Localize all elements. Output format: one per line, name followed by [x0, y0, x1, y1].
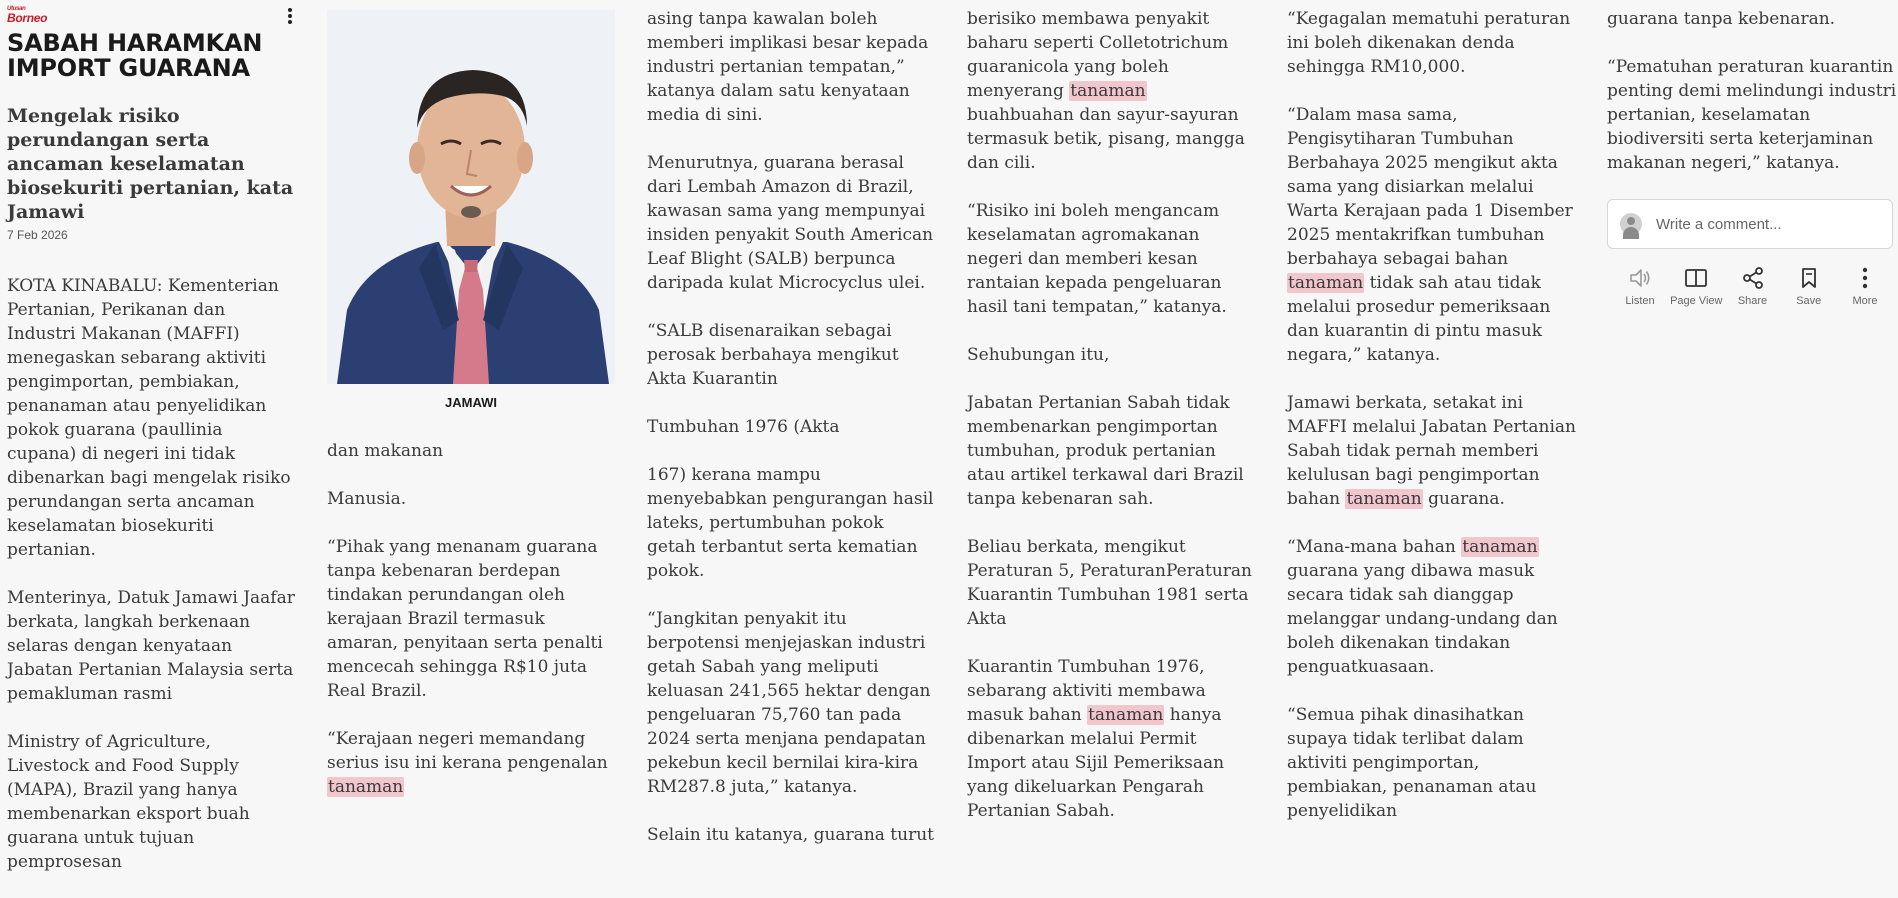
more-vertical-icon [1852, 265, 1878, 291]
article-toolbar [1607, 265, 1898, 315]
share-label: Share [1737, 295, 1768, 307]
search-highlight: tanaman [1346, 489, 1422, 509]
article-paragraph: “Dalam masa sama, Pengisytiharan Tumbuhan Berbahaya 2025 mengikut akta sama yang disiarkan melalui Warta Kerajaan pada 1 Disember 2025 mentakrifkan tumbuhan berbahaya sebagai bahan tanaman tidak sah atau tidak melalui prosedur pemeriksaan dan kuarantin di pintu masuk negara,” katanya. [1287, 105, 1573, 365]
article-paragraph: Menterinya, Datuk Jamawi Jaafar berkata, langkah berkenaan selaras dengan kenyataan Jabatan Pertanian Malaysia serta pemakluman rasmi [7, 588, 295, 704]
article-column-4 [967, 0, 1257, 821]
article-paragraph: Menurutnya, guarana berasal dari Lembah Amazon di Brazil, kawasan sama yang mempunyai insiden penyakit South American Leaf Blight (SALB) berpunca daripada kulat Microcyclus ulei. [647, 153, 934, 293]
article-paragraph: “Jangkitan penyakit itu berpotensi menjejaskan industri getah Sabah yang meliputi keluasan 241,565 hektar dengan pengeluaran 75,760 tan pada 2024 serta menjana pendapatan pekebun kecil bernilai kira-kira RM287.8 juta,” katanya. [647, 609, 931, 797]
article-paragraph: “Pematuhan peraturan kuarantin penting demi melindungi industri pertanian, keselamatan biodiversiti serta keterjaminan makanan negeri,” katanya. [1607, 57, 1897, 173]
article-paragraph: Sehubungan itu, [967, 345, 1110, 365]
article-paragraph: “Kerajaan negeri memandang serius isu ini kerana pengenalan tanaman [327, 729, 608, 797]
search-highlight: tanaman [1070, 81, 1146, 101]
article-paragraph: guarana tanpa kebenaran. [1607, 9, 1836, 29]
page-view-label: Page View [1670, 295, 1723, 307]
article-column-3 [647, 0, 937, 845]
listen-label: Listen [1625, 295, 1655, 307]
article-paragraph: “Semua pihak dinasihatkan supaya tidak terlibat dalam aktiviti pengimportan, pembiakan, penanaman atau penyelidikan [1287, 705, 1537, 821]
search-highlight: tanaman [1462, 537, 1538, 557]
search-highlight: tanaman [1088, 705, 1164, 725]
article-paragraph: Selain itu katanya, guarana turut [647, 825, 934, 845]
article-paragraph: Manusia. [327, 489, 407, 509]
more-button[interactable] [1840, 265, 1890, 315]
article-paragraph: asing tanpa kawalan boleh memberi implikasi besar kepada industri pertanian tempatan,” katanya dalam satu kenyataan media di sini. [647, 9, 929, 125]
article-photo [327, 10, 615, 384]
more-label: More [1852, 295, 1878, 307]
bookmark-icon [1796, 265, 1822, 291]
article-column-2 [327, 439, 615, 823]
article-paragraph: KOTA KINABALU: Kementerian Pertanian, Perikanan dan Industri Makanan (MAFFI) menegaskan sebarang aktiviti pengimportan, pembiakan, penanaman atau penyelidikan pokok guarana (paullinia cupana) di negeri ini tidak dibenarkan bagi mengelak risiko perundangan serta ancaman keselamatan biosekuriti pertanian. [7, 276, 291, 560]
article-subhead: Mengelak risiko perundangan serta ancaman keselamatan biosekuriti pertanian, kata Jamawi [7, 105, 294, 223]
comment-box[interactable] [1607, 199, 1893, 249]
article-column-5 [1287, 0, 1577, 821]
book-open-icon [1683, 265, 1709, 291]
article-headline: SABAH HARAMKAN IMPORT GUARANA [7, 29, 263, 82]
article-column-1 [7, 274, 297, 898]
article-paragraph: dan makanan [327, 441, 444, 461]
logo-main-text: Borneo [7, 11, 48, 25]
search-highlight: tanaman [328, 777, 404, 797]
more-options-icon[interactable] [282, 6, 298, 26]
article-column-6 [1607, 0, 1898, 759]
article-paragraph: “Mana-mana bahan tanaman guarana yang dibawa masuk secara tidak sah dianggap melanggar undang-undang dan boleh dikenakan tindakan penguatkuasaan. [1287, 537, 1558, 677]
article-paragraph: Beliau berkata, mengikut Peraturan 5, PeraturanPeraturan Kuarantin Tumbuhan 1981 serta Akta [967, 537, 1252, 629]
portrait-image [327, 10, 615, 384]
comment-input[interactable] [1654, 215, 1878, 234]
save-label: Save [1796, 295, 1822, 307]
user-avatar-icon [1620, 213, 1642, 235]
save-button[interactable] [1784, 265, 1834, 315]
search-highlight: tanaman [1288, 273, 1364, 293]
share-icon [1740, 265, 1766, 291]
article-paragraph: “SALB disenaraikan sebagai perosak berbahaya mengikut Akta Kuarantin [647, 321, 899, 389]
article-paragraph: “Pihak yang menanam guarana tanpa kebenaran berdepan tindakan perundangan oleh kerajaan Brazil termasuk amaran, penyitaan serta penalti mencecah sehingga R$10 juta Real Brazil. [327, 537, 603, 701]
article-paragraph: Jabatan Pertanian Sabah tidak membenarkan pengimportan tumbuhan, produk pertanian atau artikel terkawal dari Brazil tanpa kebenaran sah. [967, 393, 1244, 509]
logo-small-text: Utusan [7, 6, 26, 12]
listen-button[interactable] [1615, 265, 1665, 315]
article-paragraph: 167) kerana mampu menyebabkan pengurangan hasil lateks, pertumbuhan pokok getah terbantut serta kematian pokok. [647, 465, 934, 581]
speaker-icon [1627, 265, 1653, 291]
article-paragraph: Ministry of Agriculture, Livestock and Food Supply (MAPA), Brazil yang hanya membenarkan eksport buah guarana untuk tujuan pemprosesan [7, 732, 250, 872]
article-paragraph: “Kegagalan mematuhi peraturan ini boleh dikenakan denda sehingga RM10,000. [1287, 9, 1571, 77]
article-paragraph: Jamawi berkata, setakat ini MAFFI melalui Jabatan Pertanian Sabah tidak pernah memberi kelulusan bagi pengimportan bahan tanaman guarana. [1287, 393, 1576, 509]
article-paragraph: Kuarantin Tumbuhan 1976, sebarang aktiviti membawa masuk bahan tanaman hanya dibenarkan melalui Permit Import atau Sijil Pemeriksaan yang dikeluarkan Pengarah Pertanian Sabah. [967, 657, 1225, 821]
share-button[interactable] [1728, 265, 1778, 315]
article-date: 7 Feb 2026 [7, 228, 68, 242]
page-view-button[interactable] [1671, 265, 1721, 315]
article-paragraph: berisiko membawa penyakit baharu seperti Colletotrichum guaranicola yang boleh menyerang tanaman buahbuahan dan sayur-sayuran termasuk betik, pisang, mangga dan cili. [967, 9, 1245, 173]
publication-logo [7, 7, 47, 24]
article-paragraph: “Risiko ini boleh mengancam keselamatan agromakanan negeri dan memberi kesan rantaian kepada pengeluaran hasil tani tempatan,” katanya. [967, 201, 1227, 317]
article-paragraph: Tumbuhan 1976 (Akta [647, 417, 840, 437]
photo-caption: JAMAWI [445, 395, 497, 410]
